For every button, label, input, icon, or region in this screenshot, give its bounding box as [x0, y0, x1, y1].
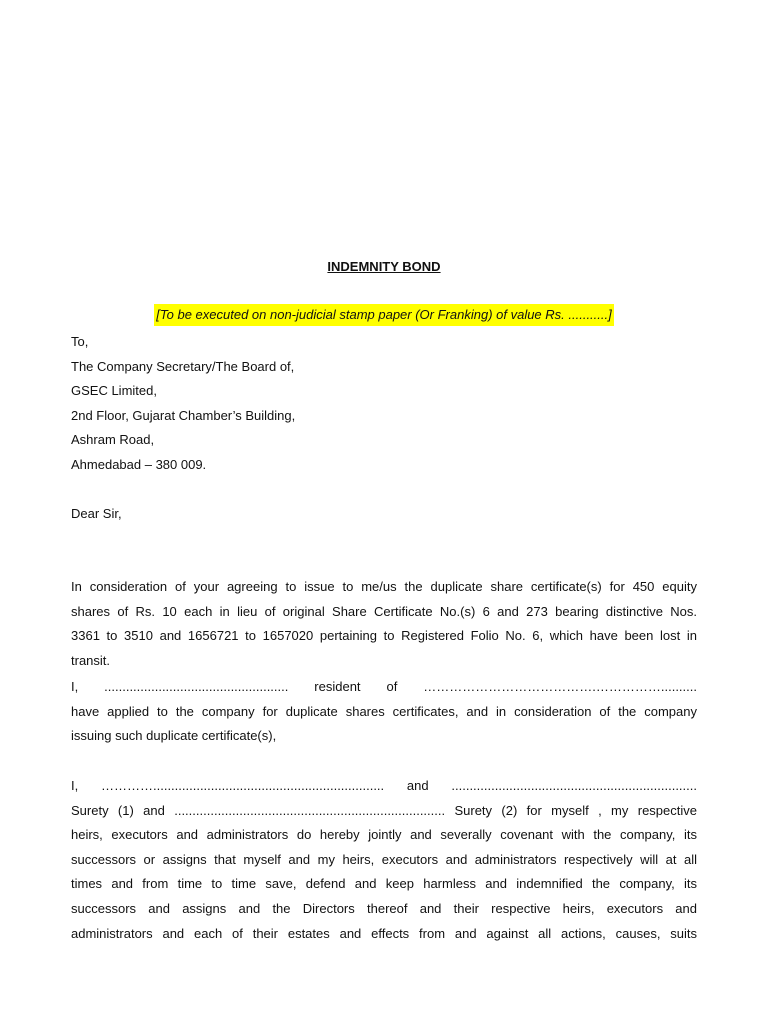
address-line: Ahmedabad – 380 009.: [71, 456, 207, 472]
paragraph-line: shares of Rs. 10 each in lieu of original Share Certificate No.(s) 6 and 273 bearing distinctive Nos.: [71, 603, 697, 619]
surety-paragraph: [71, 774, 697, 946]
paragraph-line: heirs, executors and administrators do hereby jointly and severally covenant with the company, its: [71, 827, 697, 843]
address-line: 2nd Floor, Gujarat Chamber’s Building,: [71, 407, 296, 423]
paragraph-line: administrators and each of their estates and effects from and against all actions, causes, suits: [71, 925, 697, 941]
paragraph-line: 3361 to 3510 and 1656721 to 1657020 pertaining to Registered Folio No. 6, which have been lost in: [71, 628, 697, 644]
recipient-address: [71, 330, 697, 478]
address-line: The Company Secretary/The Board of,: [71, 358, 295, 374]
paragraph-line: I, ................................................... resident of ………………………………….……………..........: [71, 679, 697, 694]
consideration-paragraph: [71, 575, 697, 673]
address-line: GSEC Limited,: [71, 383, 157, 399]
paragraph-line: times and from time to time save, defend and keep harmless and indemnified the company, its: [71, 876, 697, 892]
paragraph-line: successors and assigns and the Directors thereof and their respective heirs, executors and: [71, 900, 697, 916]
paragraph-line: have applied to the company for duplicate shares certificates, and in consideration of the company: [71, 703, 697, 719]
paragraph-line: transit.: [71, 652, 111, 668]
paragraph-line: In consideration of your agreeing to issue to me/us the duplicate share certificate(s) for 450 equity: [71, 579, 697, 594]
address-line: Ashram Road,: [71, 432, 155, 448]
paragraph-line: I, …………................................................................ and ....................................................................: [71, 778, 697, 793]
paragraph-line: issuing such duplicate certificate(s),: [71, 728, 277, 744]
applicant-paragraph: [71, 675, 697, 749]
stamp-paper-note: [To be executed on non-judicial stamp paper (Or Franking) of value Rs. ...........]: [154, 304, 613, 326]
salutation: Dear Sir,: [71, 506, 122, 521]
document-title: INDEMNITY BOND: [327, 259, 441, 274]
address-line: To,: [71, 334, 89, 349]
stamp-note-container: [0, 304, 768, 326]
paragraph-line: Surety (1) and ........................................................................... Surety (2) for myself , my respective: [71, 802, 697, 818]
paragraph-line: successors or assigns that myself and my heirs, executors and administrators respectively will at all: [71, 851, 697, 867]
